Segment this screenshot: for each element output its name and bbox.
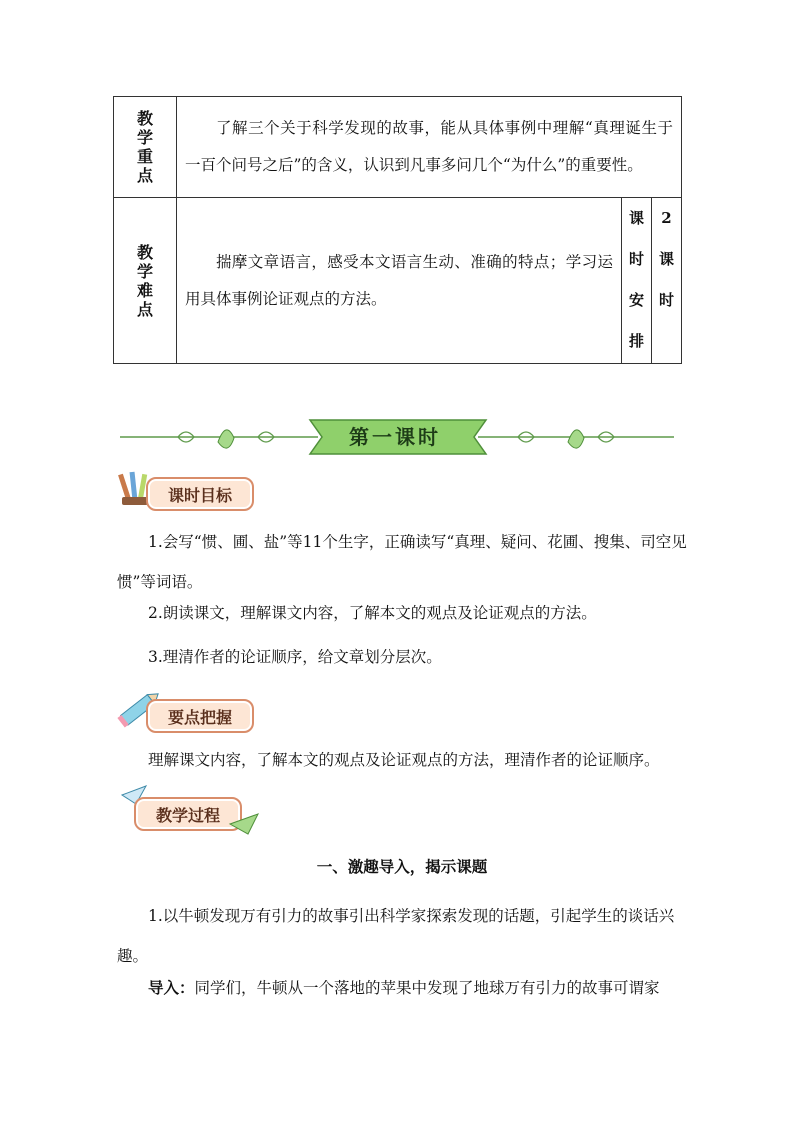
table-row xyxy=(114,97,682,198)
objective-item: 1.会写“惯、圃、盐”等11个生字，正确读写“真理、疑问、花圃、搜集、司空见惯”等词语。 xyxy=(117,533,687,591)
objective-item: 2.朗读课文，理解课文内容，了解本文的观点及论证观点的方法。 xyxy=(148,604,597,622)
objectives-badge: 课时目标 xyxy=(146,477,254,511)
lesson-table xyxy=(113,96,682,364)
row-heading-difficulties: 教 学 难 点 xyxy=(114,198,177,364)
process-step: 1.以牛顿发现万有引力的故事引出科学家探索发现的话题，引起学生的谈话兴趣。 xyxy=(117,907,675,965)
key-points-badge: 要点把握 xyxy=(146,699,254,733)
process-badge: 教学过程 xyxy=(134,797,242,831)
section-banner-title: 第一课时 xyxy=(349,425,441,449)
intro-label: 导入： xyxy=(148,978,195,997)
key-points-cell: 了解三个关于科学发现的故事，能从具体事例中理解“真理诞生于一百个问号之后”的含义，认识到凡事多问几个“为什么”的重要性。 xyxy=(177,97,682,198)
row-heading-key-points: 教 学 重 点 xyxy=(114,97,177,198)
intro-text: 同学们，牛顿从一个落地的苹果中发现了地球万有引力的故事可谓家 xyxy=(194,979,660,997)
intro-paragraph xyxy=(117,978,687,998)
schedule-value-cell: 2 课 时 xyxy=(652,198,682,364)
paper-plane-icon xyxy=(228,810,260,836)
key-points-text: 理解课文内容，了解本文的观点及论证观点的方法，理清作者的论证顺序。 xyxy=(148,751,660,769)
schedule-label-cell: 课 时 安 排 xyxy=(622,198,652,364)
objective-item: 3.理清作者的论证顺序，给文章划分层次。 xyxy=(148,648,442,666)
difficulties-cell: 揣摩文章语言，感受本文语言生动、准确的特点；学习运用具体事例论证观点的方法。 xyxy=(177,198,622,364)
table-row xyxy=(114,198,682,364)
process-heading: 一、激趣导入，揭示课题 xyxy=(316,857,488,876)
